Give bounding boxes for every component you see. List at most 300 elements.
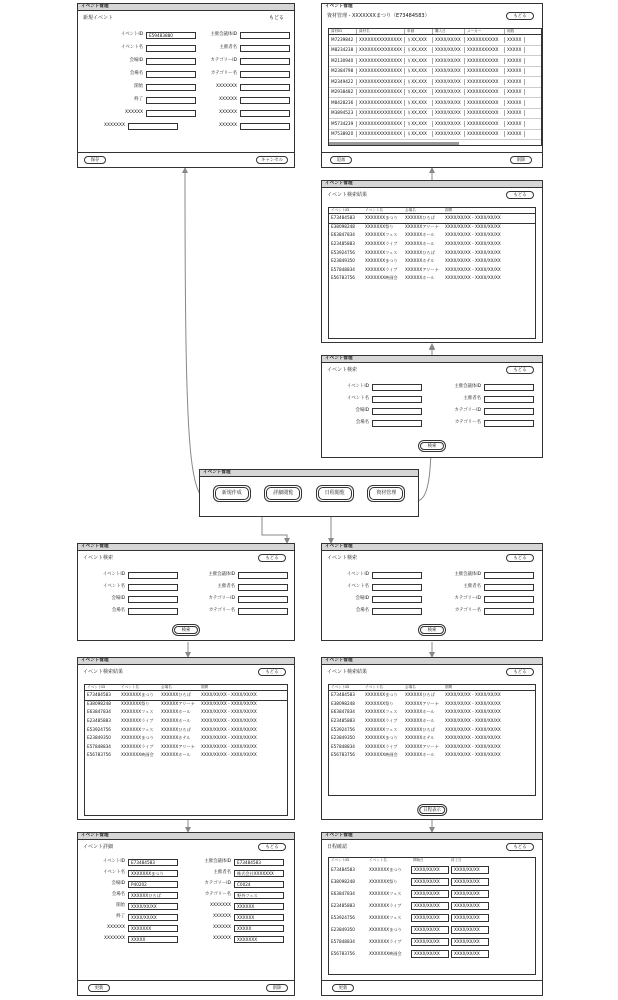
table-row[interactable]: [329, 743, 535, 752]
add-button[interactable]: 追加: [330, 156, 352, 164]
table-row[interactable]: [329, 864, 535, 876]
table-cell[interactable]: XXXX/XX/XX: [411, 938, 449, 946]
table-row[interactable]: [85, 751, 287, 760]
category-id-row: [434, 595, 536, 603]
table-cell[interactable]: XXXX/XX/XX: [411, 926, 449, 934]
results-table: [328, 684, 536, 796]
table-cell: XXXXXXXライブ: [121, 717, 154, 723]
table-cell: XXXXXXXXXXXXXXX: [357, 47, 405, 53]
table-row[interactable]: [329, 888, 535, 900]
table-cell: M2938482: [329, 89, 357, 95]
table-cell: XXXX/XX/XX: [433, 110, 465, 116]
table-row[interactable]: [85, 743, 287, 752]
category-id-field[interactable]: [240, 58, 290, 65]
event-id-field[interactable]: [372, 572, 422, 579]
page-title: イベント検索: [327, 555, 358, 561]
table-cell: M5734239: [329, 121, 357, 127]
table-row[interactable]: [85, 708, 287, 717]
event-name-label: イベント名: [347, 395, 369, 401]
table-cell[interactable]: XXXX/XX/XX: [411, 866, 449, 874]
table-cell: XXXXXXX映画会: [365, 275, 398, 281]
results-table: [328, 207, 536, 339]
table-cell: XXXXX: [505, 110, 525, 116]
table-cell: ￥XX,XXX: [405, 131, 433, 137]
back-button[interactable]: もどる: [506, 366, 534, 374]
category-name-field[interactable]: [238, 608, 288, 615]
table-row[interactable]: [329, 46, 541, 57]
category-id-field[interactable]: [484, 408, 534, 415]
table-cell: XXXXXXXまつり: [365, 692, 398, 698]
xxxxxxx-label: XXXXXXX: [209, 902, 231, 908]
category-id-field[interactable]: [484, 596, 534, 603]
table-row[interactable]: [85, 691, 287, 700]
table-cell: XXXXXXXまつり: [365, 258, 398, 264]
table-row[interactable]: [329, 77, 541, 88]
venue-id-field[interactable]: [146, 58, 196, 65]
table-row[interactable]: [329, 223, 535, 232]
table-cell: XXXXXXアリーナ: [405, 743, 439, 749]
table-row[interactable]: [329, 266, 535, 275]
table-cell[interactable]: XXXX/XX/XX: [411, 902, 449, 910]
table-cell: E23849350: [331, 926, 355, 932]
page-title: イベント検索結果: [327, 669, 368, 675]
table-cell: E38098248: [331, 223, 355, 229]
table-cell: XXXXXXXXXXXXXXX: [357, 121, 405, 127]
table-cell: XXXX/XX/XX - XXXX/XX/XX: [445, 700, 501, 706]
table-cell: E38098248: [331, 878, 355, 884]
schedule-view-button[interactable]: 日程閲覧: [318, 487, 352, 500]
table-cell[interactable]: XXXX/XX/XX: [451, 902, 489, 910]
table-cell[interactable]: XXXX/XX/XX: [451, 950, 489, 958]
table-row[interactable]: [329, 231, 535, 240]
new-event-button[interactable]: 新規作成: [215, 487, 249, 500]
organizer-id-field[interactable]: E73484583: [234, 859, 284, 866]
page-title: イベント検索結果: [83, 669, 124, 675]
table-cell: E73484583: [331, 692, 355, 698]
table-cell: XXXXXXホテル: [405, 258, 435, 264]
event-name-field[interactable]: [146, 45, 196, 52]
table-cell: XXXXXXホール: [161, 709, 191, 715]
organizer-id-row: [434, 571, 536, 579]
xxxxxx-field-2[interactable]: XXXXXXX: [128, 925, 178, 932]
table-cell: XXXXX: [505, 37, 525, 43]
col-header: イベントID: [331, 208, 350, 212]
venue-name-label: 会場名: [355, 419, 369, 425]
venue-name-field[interactable]: [128, 608, 178, 615]
venue-id-field[interactable]: [128, 596, 178, 603]
table-cell: XXXXXXXXXXX: [465, 100, 505, 106]
back-button[interactable]: もどる: [506, 554, 534, 562]
organizer-name-field[interactable]: [484, 396, 534, 403]
organizer-name-field[interactable]: 株式会社XXXXXXX: [234, 870, 284, 877]
table-row[interactable]: [329, 751, 535, 760]
table-row[interactable]: [329, 700, 535, 709]
start-field[interactable]: [146, 84, 196, 91]
venue-id-field[interactable]: [372, 596, 422, 603]
table-cell: XXXXXXひろば: [161, 726, 191, 732]
table-cell[interactable]: XXXX/XX/XX: [411, 878, 449, 886]
table-cell: XXXXXXひろば: [405, 249, 435, 255]
col-header: 会場名: [405, 208, 416, 212]
table-cell: ￥XX,XXX: [405, 121, 433, 127]
venue-id-label: 会場ID: [129, 57, 143, 63]
table-cell: XXXX/XX/XX: [433, 58, 465, 64]
table-cell: E57848834: [331, 743, 355, 749]
venue-name-label: 会場名: [111, 607, 125, 613]
table-row[interactable]: [329, 725, 535, 734]
table-cell: XXXXXXXまつり: [365, 735, 398, 741]
xxxxxx-label: XXXXXX: [218, 96, 237, 102]
event-id-field[interactable]: E73484583: [128, 859, 178, 866]
page-title: イベント詳細: [83, 844, 114, 850]
table-cell: M8234238: [329, 47, 357, 53]
event-name-label: イベント名: [103, 583, 125, 589]
organizer-name-label: 主催者名: [213, 869, 231, 875]
table-cell: M2384798: [329, 68, 357, 74]
table-cell: E56783756: [331, 752, 355, 758]
table-cell: XXXXXXXまつり: [365, 215, 398, 221]
table-cell: E73484583: [331, 215, 355, 221]
update-button[interactable]: 更新: [88, 984, 110, 992]
table-row[interactable]: [329, 274, 535, 283]
table-cell: XXXXXXアリーナ: [405, 223, 439, 229]
table-cell: XXXXXXアリーナ: [405, 700, 439, 706]
table-cell: ￥XX,XXX: [405, 110, 433, 116]
horizontal-scrollbar[interactable]: [329, 142, 459, 145]
table-cell: E63847834: [331, 232, 355, 238]
table-row[interactable]: [329, 109, 541, 120]
table-row[interactable]: [329, 734, 535, 743]
table-cell: XXXXXXXまつり: [121, 735, 154, 741]
organizer-id-label: 主催会議体ID: [208, 571, 235, 577]
table-row[interactable]: [329, 35, 541, 46]
table-row[interactable]: [329, 257, 535, 266]
delete-button[interactable]: 削除: [510, 156, 532, 164]
category-name-row: [434, 419, 536, 427]
window-title: イベント管理: [322, 833, 542, 840]
table-cell: XXXXXXひろば: [405, 692, 435, 698]
organizer-name-field[interactable]: [238, 584, 288, 591]
event-name-field[interactable]: XXXXXXXまつり: [128, 870, 178, 877]
table-row[interactable]: [329, 708, 535, 717]
back-button[interactable]: もどる: [506, 191, 534, 199]
xxxxxxx-field-2[interactable]: XXXXX: [128, 936, 178, 943]
venue-id-row: [328, 595, 430, 603]
materials-panel: [321, 3, 543, 168]
cancel-button[interactable]: キャンセル: [256, 156, 288, 164]
event-id-label: イベントID: [346, 571, 369, 577]
category-name-field[interactable]: 野外フェス: [234, 892, 284, 899]
col-header: イベント名: [365, 208, 383, 212]
materials-button[interactable]: 資材管理: [369, 487, 403, 500]
end-field[interactable]: [146, 97, 196, 104]
event-id-field[interactable]: [372, 384, 422, 391]
organizer-id-label: 主催会議体ID: [204, 858, 231, 864]
update-button[interactable]: 更新: [332, 984, 354, 992]
table-cell: XXXXXXホテル: [161, 735, 191, 741]
table-cell: XXXX/XX/XX - XXXX/XX/XX: [201, 717, 257, 723]
table-cell: ￥XX,XXX: [405, 89, 433, 95]
xxxxxx-label-2: XXXXXX: [106, 924, 125, 930]
xxxxxx-field-2[interactable]: [146, 110, 196, 117]
back-button[interactable]: もどる: [258, 554, 286, 562]
start-label: 開始: [116, 902, 125, 908]
detail-view-button[interactable]: 詳細閲覧: [266, 487, 300, 500]
table-cell: XXXX/XX/XX - XXXX/XX/XX: [445, 223, 501, 229]
table-cell[interactable]: XXXX/XX/XX: [451, 890, 489, 898]
venue-name-field[interactable]: [146, 71, 196, 78]
table-row[interactable]: [329, 948, 535, 960]
table-cell: ￥XX,XXX: [405, 47, 433, 53]
table-row[interactable]: [85, 734, 287, 743]
venue-name-field[interactable]: [372, 608, 422, 615]
table-cell: XXXX/XX/XX - XXXX/XX/XX: [201, 735, 257, 741]
organizer-name-label: 主催者名: [463, 583, 481, 589]
xxxxx-field[interactable]: XXXXXXX: [234, 936, 284, 943]
organizer-id-field[interactable]: [238, 572, 288, 579]
table-cell: XXXXXXXXXXXXXXX: [357, 58, 405, 64]
category-name-field[interactable]: [484, 420, 534, 427]
table-row[interactable]: [329, 924, 535, 936]
event-detail-panel: [77, 832, 295, 996]
table-row[interactable]: [85, 700, 287, 709]
xxxxxx-label-2: XXXXXX: [124, 109, 143, 115]
table-cell: XXXXX: [505, 131, 525, 137]
table-cell[interactable]: XXXX/XX/XX: [451, 878, 489, 886]
table-row[interactable]: [85, 717, 287, 726]
start-field[interactable]: XXXX/XX/XX: [128, 903, 178, 910]
table-cell: XXXXXXホール: [161, 717, 191, 723]
event-name-row: [328, 395, 430, 403]
table-row[interactable]: [329, 88, 541, 99]
table-row[interactable]: [329, 214, 535, 223]
table-cell: XXXXXXXまつり: [121, 692, 154, 698]
xxxxx-label: XXXXXX: [218, 122, 237, 128]
organizer-name-label: 主催者名: [219, 44, 237, 50]
table-cell: XXXX/XX/XX - XXXX/XX/XX: [201, 752, 257, 758]
table-cell: XXXXXXXライブ: [365, 717, 398, 723]
organizer-name-row: [188, 583, 288, 591]
xxxxxxx-field[interactable]: XXXXXX: [234, 903, 284, 910]
table-cell: XXXX/XX/XX: [433, 47, 465, 53]
page-title: 資材管理 - XXXXXXXまつり（E73484583）: [327, 13, 430, 19]
window-title: イベント管理: [322, 544, 542, 551]
table-row[interactable]: [329, 936, 535, 948]
col-event-name: イベント名: [369, 858, 387, 862]
category-id-label: カテゴリーID: [208, 595, 235, 601]
search-button[interactable]: 検索: [420, 442, 444, 450]
table-row[interactable]: [329, 248, 535, 257]
category-id-field[interactable]: [238, 596, 288, 603]
window-title: イベント管理: [78, 658, 294, 665]
table-row[interactable]: [329, 67, 541, 78]
table-cell[interactable]: XXXX/XX/XX: [411, 890, 449, 898]
organizer-name-field[interactable]: [240, 45, 290, 52]
window-title: イベント管理: [78, 833, 294, 840]
table-cell: XXXXXXホテル: [405, 735, 435, 741]
back-button[interactable]: もどる: [506, 843, 534, 851]
table-row[interactable]: [329, 912, 535, 924]
category-name-row: [188, 607, 288, 615]
venue-id-row: [328, 407, 430, 415]
organizer-id-field[interactable]: [240, 32, 290, 39]
organizer-name-row: [434, 395, 536, 403]
back-link[interactable]: もどる: [268, 15, 284, 21]
xxxxxxx-label: XXXXXXX: [215, 83, 237, 89]
window-title: イベント管理: [322, 658, 542, 665]
table-cell: XXXXXXXXXXX: [465, 79, 505, 85]
event-id-field[interactable]: [128, 572, 178, 579]
organizer-id-label: 主催会議体ID: [454, 571, 481, 577]
table-cell: XXXXXXXライブ: [365, 743, 398, 749]
table-cell: XXXXXXXライブ: [121, 743, 154, 749]
table-cell: XXXX/XX/XX - XXXX/XX/XX: [201, 692, 257, 698]
table-cell: XXXXX: [505, 79, 525, 85]
save-button[interactable]: 保存: [84, 156, 106, 164]
table-row[interactable]: [85, 725, 287, 734]
table-row[interactable]: [329, 240, 535, 249]
table-cell: E57848834: [87, 743, 111, 749]
search-button[interactable]: 検索: [174, 626, 198, 634]
table-cell[interactable]: XXXX/XX/XX: [451, 866, 489, 874]
event-name-label: イベント名: [347, 583, 369, 589]
back-button[interactable]: もどる: [258, 843, 286, 851]
col-header: イベントID: [331, 685, 350, 689]
page-title: 新規イベント: [83, 15, 114, 21]
table-cell: E63847834: [331, 709, 355, 715]
venue-name-field[interactable]: XXXXXXひろば: [128, 892, 178, 899]
table-cell: ￥XX,XXX: [405, 58, 433, 64]
table-row[interactable]: [329, 119, 541, 130]
table-row[interactable]: [329, 717, 535, 726]
xxxxxx-field-3[interactable]: [240, 110, 290, 117]
organizer-name-field[interactable]: [484, 584, 534, 591]
search-button[interactable]: 検索: [420, 626, 444, 634]
category-id-label: カテゴリーID: [204, 880, 231, 886]
table-cell: XXXXXXX映画会: [121, 752, 154, 758]
organizer-id-field[interactable]: [484, 384, 534, 391]
table-cell: XXXX/XX/XX: [433, 79, 465, 85]
end-field[interactable]: XXXX/XX/XX: [128, 914, 178, 921]
table-cell: XXXXXXXXXXXXXXX: [357, 89, 405, 95]
table-cell[interactable]: XXXX/XX/XX: [451, 926, 489, 934]
table-cell[interactable]: XXXX/XX/XX: [451, 914, 489, 922]
table-cell[interactable]: XXXX/XX/XX: [411, 914, 449, 922]
delete-button[interactable]: 削除: [266, 984, 288, 992]
col-header: 期間: [445, 685, 453, 689]
category-name-label: カテゴリー名: [208, 607, 235, 613]
xxxxxx-field[interactable]: [240, 97, 290, 104]
table-cell: XXXXXXXフェス: [365, 709, 398, 715]
window-title: イベント管理: [78, 544, 294, 551]
table-cell: XXXXXXXXXXX: [465, 58, 505, 64]
organizer-id-label: 主催会議体ID: [454, 383, 481, 389]
category-name-label: カテゴリー名: [210, 70, 237, 76]
table-cell: E63847834: [331, 890, 355, 896]
table-cell: XXXXXXX祭り: [365, 700, 394, 706]
table-cell: E23485883: [87, 717, 111, 723]
table-row[interactable]: [329, 876, 535, 888]
table-cell: E56783756: [331, 275, 355, 281]
event-name-field[interactable]: [128, 584, 178, 591]
xxxxxx-label: XXXXXX: [212, 913, 231, 919]
search-panel-right: [321, 543, 543, 641]
table-cell[interactable]: XXXX/XX/XX: [411, 950, 449, 958]
table-row[interactable]: [329, 98, 541, 109]
table-cell: XXXXXXひろば: [405, 215, 435, 221]
table-cell: XXXX/XX/XX: [433, 100, 465, 106]
table-row[interactable]: [329, 691, 535, 700]
back-button[interactable]: もどる: [506, 668, 534, 676]
col-header: イベント名: [121, 685, 139, 689]
table-cell: XXXX/XX/XX: [433, 68, 465, 74]
venue-name-field[interactable]: [372, 420, 422, 427]
table-row[interactable]: [329, 130, 541, 141]
event-name-field[interactable]: [372, 396, 422, 403]
schedule-view-button[interactable]: 日程表示: [419, 806, 445, 814]
organizer-name-label: 主催者名: [463, 395, 481, 401]
table-cell: XXXX/XX/XX - XXXX/XX/XX: [445, 692, 501, 698]
xxxxx-field[interactable]: [240, 123, 290, 130]
table-row[interactable]: [329, 56, 541, 67]
table-cell: XXXX/XX/XX - XXXX/XX/XX: [445, 258, 501, 264]
back-button[interactable]: もどる: [258, 668, 286, 676]
table-cell: XXXXXXXライブ: [365, 240, 398, 246]
window-title: イベント管理: [322, 4, 542, 11]
xxxxxxx-field-2[interactable]: [128, 123, 178, 130]
category-name-field[interactable]: [484, 608, 534, 615]
venue-id-field[interactable]: P40202: [128, 881, 178, 888]
category-id-row: [188, 595, 288, 603]
table-cell: XXXXXXXライブ: [365, 266, 398, 272]
new-event-panel: [77, 3, 295, 168]
table-cell: XXXX/XX/XX - XXXX/XX/XX: [445, 752, 501, 758]
category-id-field[interactable]: C0024: [234, 881, 284, 888]
table-cell: XXXX/XX/XX - XXXX/XX/XX: [201, 709, 257, 715]
xxxxxx-field[interactable]: XXXXXX: [234, 914, 284, 921]
organizer-id-field[interactable]: [484, 572, 534, 579]
page-title: イベント検索: [83, 555, 114, 561]
event-id-field[interactable]: E59483880: [146, 32, 196, 39]
table-cell: XXXXXXひろば: [405, 726, 435, 732]
table-cell: XXXX/XX/XX - XXXX/XX/XX: [445, 232, 501, 238]
table-cell: XXXXXXXライブ: [369, 938, 402, 944]
category-name-field[interactable]: [240, 71, 290, 78]
table-cell: XXXXXXX祭り: [121, 700, 150, 706]
table-cell: XXXXXXひろば: [161, 692, 191, 698]
table-cell: XXXX/XX/XX - XXXX/XX/XX: [445, 240, 501, 246]
venue-id-label: 会場ID: [355, 595, 369, 601]
event-id-row: [328, 571, 430, 579]
window-title: イベント管理: [322, 181, 542, 188]
venue-id-field[interactable]: [372, 408, 422, 415]
table-cell[interactable]: XXXX/XX/XX: [451, 938, 489, 946]
xxxxxx-field-3[interactable]: XXXXX: [234, 925, 284, 932]
xxxxxxx-field[interactable]: [240, 84, 290, 91]
table-cell: E38098248: [87, 700, 111, 706]
table-cell: E38098248: [331, 700, 355, 706]
table-cell: XXXXXXXXXXX: [465, 89, 505, 95]
back-button[interactable]: もどる: [506, 12, 534, 20]
search-results-panel-right: [321, 657, 543, 820]
event-name-field[interactable]: [372, 584, 422, 591]
organizer-id-label: 主催会議体ID: [210, 31, 237, 37]
table-cell: XXXXXXXXXXX: [465, 110, 505, 116]
table-cell: XXXXXXXライブ: [369, 902, 402, 908]
table-row[interactable]: [329, 900, 535, 912]
end-label: 終了: [134, 96, 143, 102]
table-cell: E56783756: [87, 752, 111, 758]
